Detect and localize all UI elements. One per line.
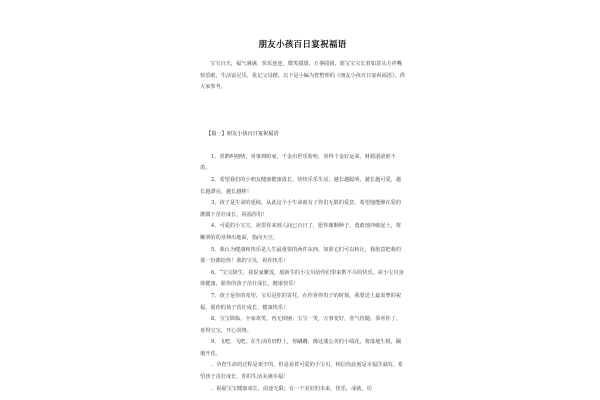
list-item: 4、可爱的小宝宝，祝贺你来到人间已百日了，愿你像颗种子，勇敢地冲破泥土，将嫩翠的幼芽伸出地面，指向天空。 <box>200 223 402 241</box>
list-item: 2、希望我们的小朋友健康健康成长，快快乐乐生活，越长越聪明，越长越可爱，越长越漂亮，越长越棒！ <box>200 176 402 195</box>
list-item: 、祝福宝宝健康成长，前途无限；有一个美好的未来，快乐，成就，功 <box>211 385 372 392</box>
list-item: 8、宝宝降临，全家欢笑，再无烦恼；宝宝一笑，万事变好，喜气侍随。恭喜你了，喜得宝宝，开心常绕。 <box>200 316 402 334</box>
list-item: 6、“宝宝降生，我说家繁茂，愿新生的小宝贝给你们带来数不尽的快乐，祝小宝贝身体健康，愿你的孩子茁壮成长，健康快乐！ <box>200 269 404 288</box>
list-item: 3、孩子是生命的延续，从此这个小生命就有了你们无限的爱意，希望他能够在爱的灌溉下茁壮成长，祝福你们！ <box>200 200 402 218</box>
list-item: 1、喜鹊叫喳喳，喜事到咱家，千金出世乐哈哈，喜得千金好运来，财源滚滚谁不羡。 <box>200 153 396 172</box>
document-body <box>200 38 405 395</box>
blessing-list <box>200 152 405 395</box>
list-item: 9、飞吧，飞吧，在生活的田野上，你蹒跚，像这蒲公英的小绒花，将落地生根，蹦地开花。 <box>200 339 402 357</box>
list-item: 5、我认为健康和快乐是人生最重要的两件东西，如果它们可以转让，我愿意把我的那一份都给你！我的宝贝，祝你快乐！ <box>200 246 402 265</box>
document-title: 朋友小孩百日宴祝福语 <box>258 40 347 50</box>
intro-paragraph: 宝宝百天，福气满满，快乐连连，微笑甜甜，万事圆圆，愿宝宝宝长着如意头方祥嘴快乐眼，生活富足乐，犹记父母踏。以下是小编为您整理的《朋友小孩百日宴祝福语》，供大家参考。 <box>200 61 405 91</box>
list-item: 、孕育生命的过程是艰辛的，但是看着可爱的小宝贝，相信你此刻是幸福洋溢的。希望孩子茁壮成长，你的生活美满幸福！ <box>200 362 403 381</box>
section-heading: 【篇一】朋友小孩百日宴祝福语 <box>206 130 279 137</box>
list-item: 7、孩子是你的希望，宝贝是你的寄托，在你喜得贵子的时刻，我要送上最衷挚的祝福，愿你的孩子茁壮成长、健康快乐！ <box>200 292 402 311</box>
